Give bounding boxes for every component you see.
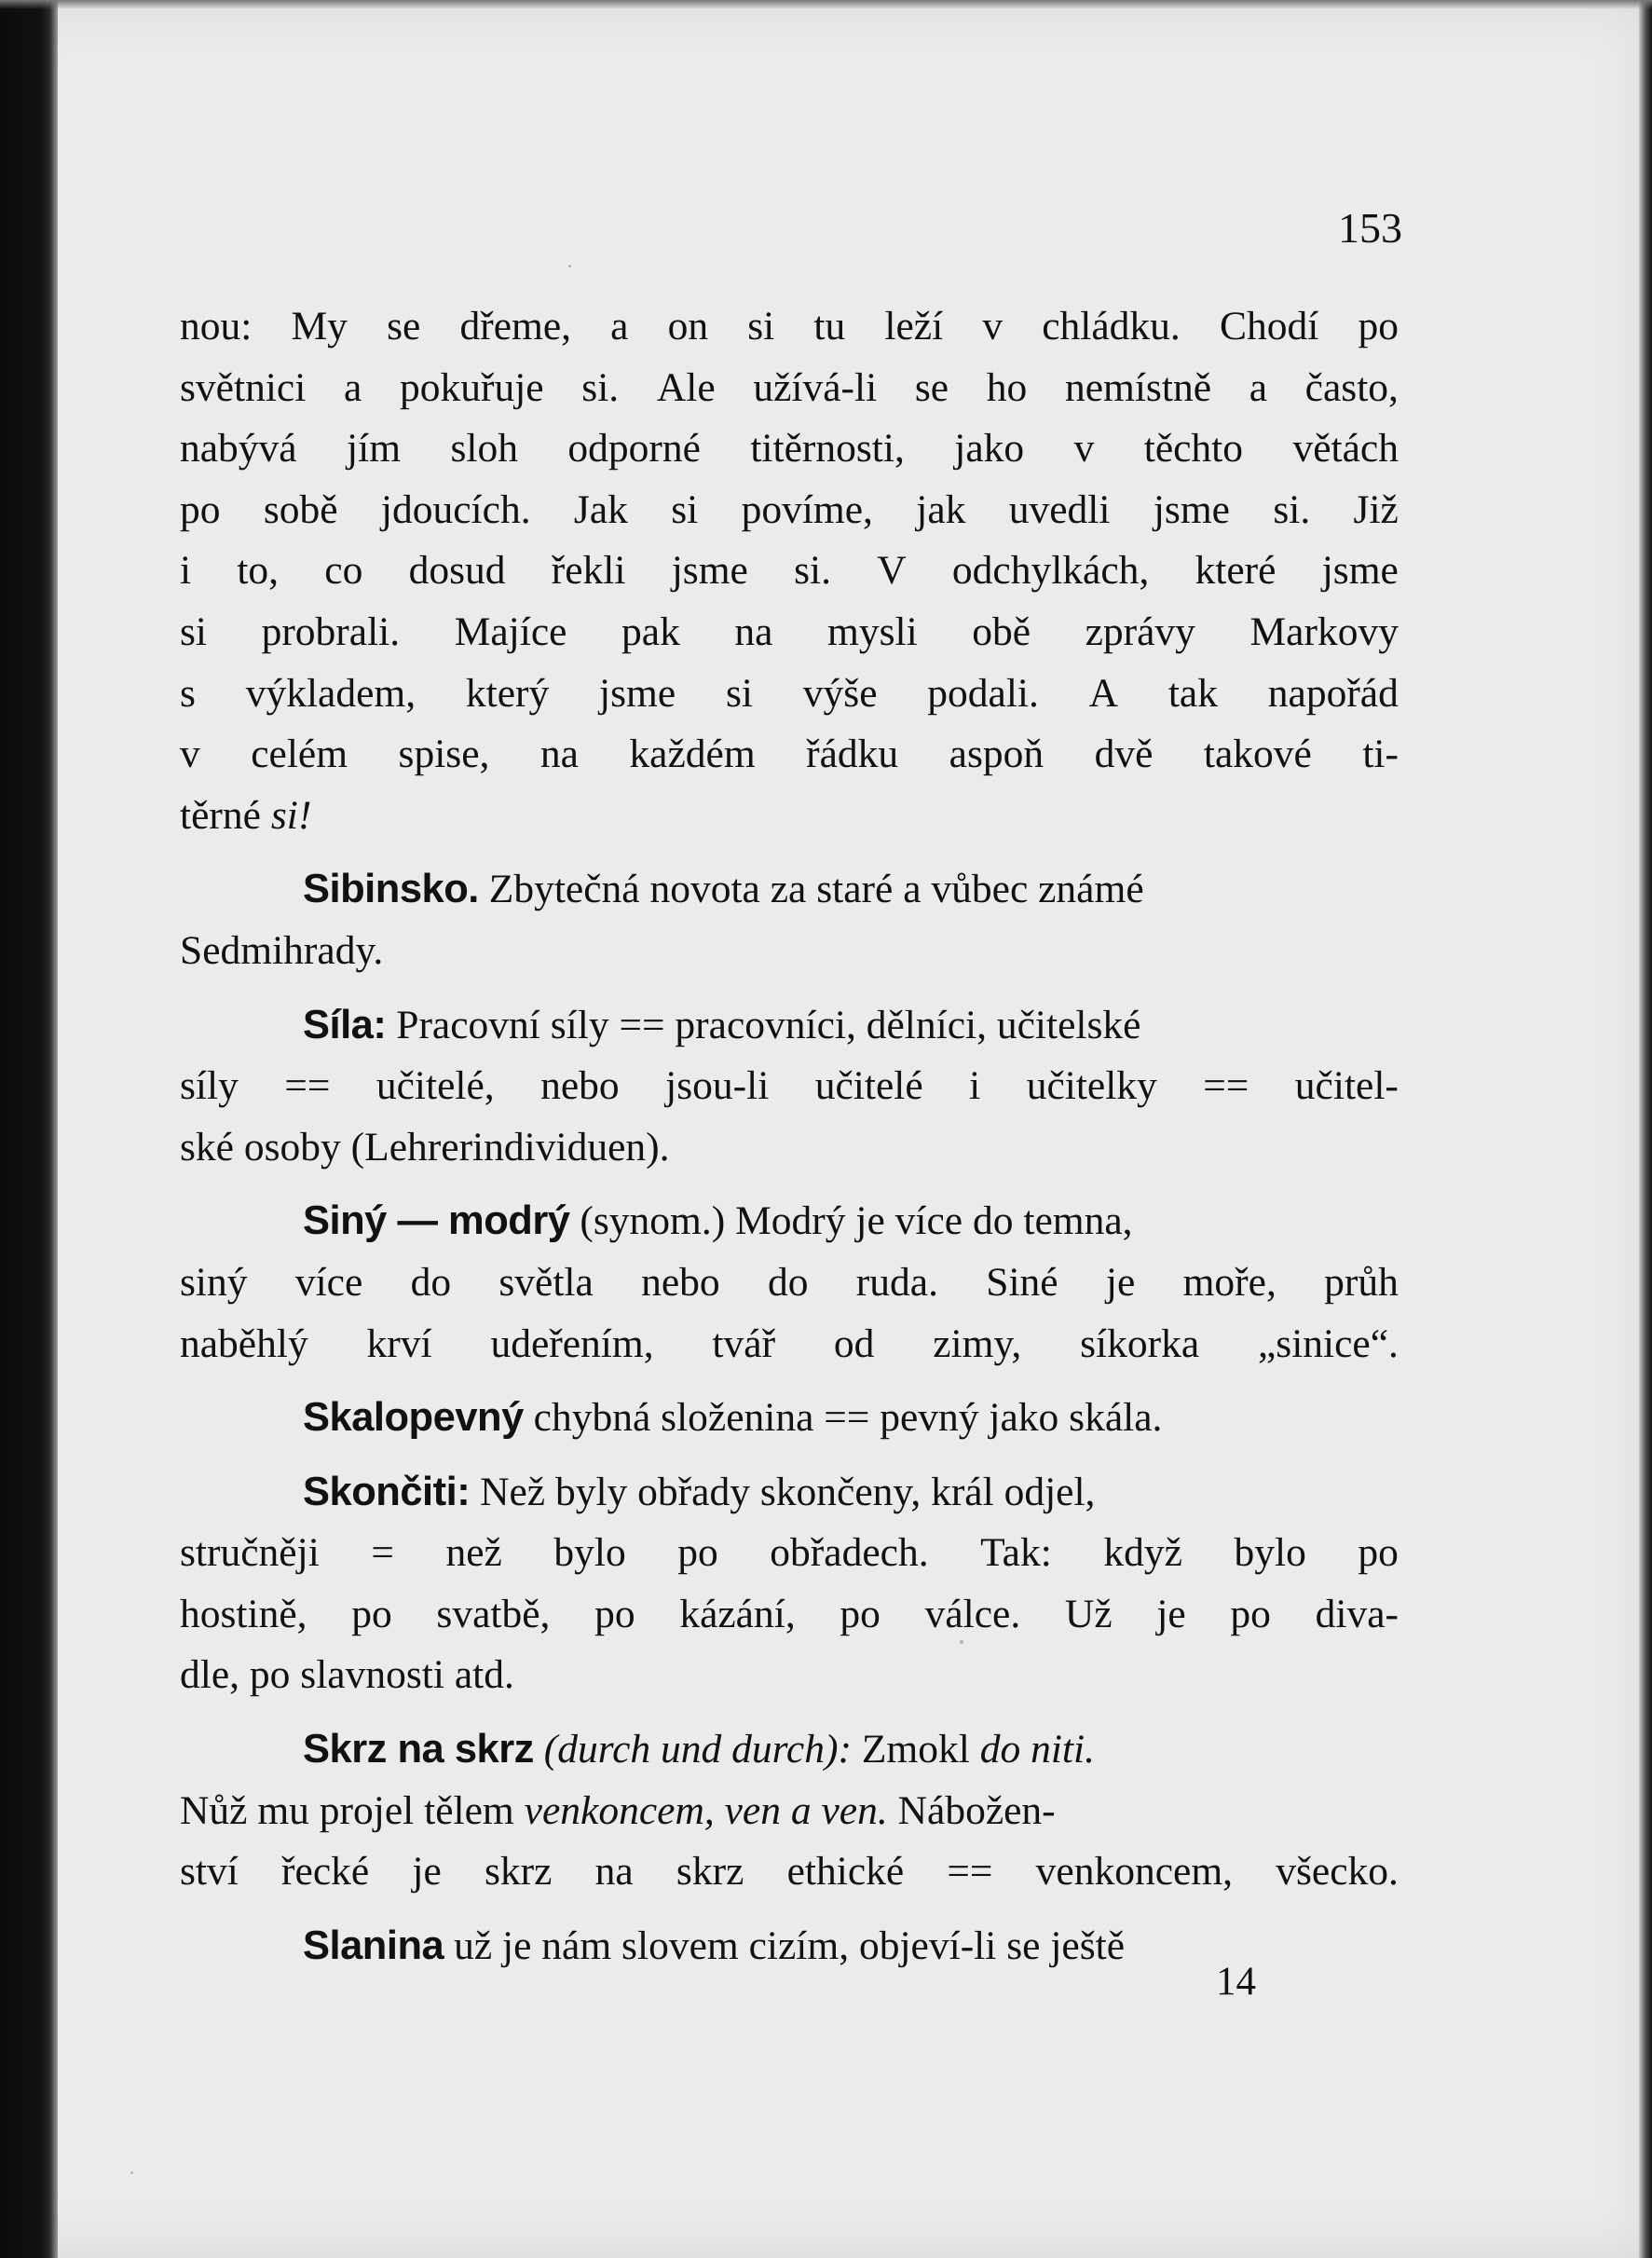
word: řádku <box>806 732 899 777</box>
word: se <box>914 364 949 410</box>
word: naběhlý <box>180 1321 308 1366</box>
word: se <box>387 304 421 349</box>
word: skrz <box>676 1849 744 1895</box>
text-line <box>180 724 1399 786</box>
word: po <box>594 1591 635 1636</box>
text-line <box>180 602 1399 664</box>
word: co <box>324 548 363 594</box>
word: tvář <box>712 1321 776 1366</box>
word: bylo <box>1234 1530 1306 1576</box>
entry-text: Zbytečná novota za staré a vůbec známé <box>488 867 1144 912</box>
word: titěrnosti, <box>750 426 905 472</box>
text-line <box>180 541 1399 602</box>
word: výkladem, <box>245 670 416 716</box>
word: které <box>1195 548 1277 594</box>
word: jsme <box>599 670 676 716</box>
word: učitelky <box>1026 1063 1157 1109</box>
word: mysli <box>826 609 918 654</box>
entry-text: Zmokl <box>861 1727 970 1772</box>
word: diva- <box>1315 1591 1399 1636</box>
word: těchto <box>1143 426 1244 472</box>
word: po <box>840 1591 881 1636</box>
word: on <box>667 304 709 349</box>
word: každém <box>629 732 756 777</box>
word: My <box>291 304 348 349</box>
italic-fragment: ven a ven. <box>724 1787 888 1833</box>
text-line <box>180 1841 1399 1903</box>
word: i <box>969 1063 981 1109</box>
word: ethické <box>786 1849 905 1895</box>
word: po <box>1358 304 1399 349</box>
word: tu <box>813 304 846 349</box>
word: v <box>1073 426 1095 472</box>
word: Chodí <box>1219 304 1319 349</box>
text-line <box>180 1584 1399 1646</box>
entry-text: už je nám slovem cizím, objeví-li se ještě <box>454 1923 1126 1968</box>
word: chládku. <box>1042 304 1181 349</box>
word: více <box>294 1259 363 1305</box>
word: svatbě, <box>436 1591 551 1636</box>
word: na <box>594 1849 634 1895</box>
word: probrali. <box>261 609 401 654</box>
word: nabývá <box>180 426 297 472</box>
word: všecko. <box>1276 1849 1399 1895</box>
entry-text: dle, po slavnosti atd. <box>180 1652 514 1698</box>
entry-text: ské osoby (Lehrerindividuen). <box>180 1124 670 1170</box>
word: větách <box>1292 426 1399 472</box>
word: == <box>1203 1063 1249 1109</box>
entry-gap <box>180 1178 1399 1191</box>
word: světla <box>498 1259 594 1305</box>
word: jsou-li <box>665 1063 770 1109</box>
text-line <box>180 296 1399 358</box>
word: si. <box>1273 486 1311 532</box>
word: jako <box>954 426 1025 472</box>
text-fragment: těrné <box>180 792 261 838</box>
entry-text: Sedmihrady. <box>180 927 384 973</box>
word: ho <box>986 364 1028 410</box>
word: dvě <box>1094 732 1154 777</box>
word: podali. <box>927 670 1039 716</box>
word: spise, <box>398 732 490 777</box>
word: venkoncem, <box>1035 1849 1234 1895</box>
word: je <box>1105 1259 1136 1305</box>
entry-gap <box>180 1375 1399 1388</box>
text-line <box>180 418 1399 480</box>
word: povíme, <box>741 486 873 532</box>
word: nebo <box>641 1259 720 1305</box>
word: učitelé <box>814 1063 923 1109</box>
word: Jak <box>573 486 628 532</box>
word: Markovy <box>1249 609 1399 654</box>
word: učitelé, <box>375 1063 495 1109</box>
word: Už <box>1064 1591 1113 1636</box>
entry-text: Nůž mu projel tělem <box>180 1787 514 1833</box>
text-line <box>180 786 1399 847</box>
word: jsme <box>671 548 748 594</box>
word: který <box>465 670 550 716</box>
word: do <box>767 1259 809 1305</box>
word: je <box>1156 1591 1186 1636</box>
word: stručněji <box>180 1530 320 1576</box>
word: i <box>180 548 192 594</box>
text-line <box>180 1314 1399 1375</box>
italic-fragment: si! <box>270 792 312 838</box>
word: světnici <box>180 364 307 410</box>
entry-siny <box>180 1191 1399 1252</box>
word: = <box>371 1530 394 1576</box>
word: na <box>734 609 773 654</box>
word: když <box>1103 1530 1182 1576</box>
word: pokuřuje <box>399 364 544 410</box>
word: A <box>1088 670 1119 716</box>
word: od <box>833 1321 875 1366</box>
word: s <box>180 670 196 716</box>
word: to, <box>237 548 280 594</box>
entry-heading: Sibinsko. <box>303 867 479 912</box>
word: zprávy <box>1085 609 1195 654</box>
word: jím <box>347 426 402 472</box>
italic-fragment: do niti. <box>979 1727 1095 1772</box>
word: zimy, <box>933 1321 1022 1366</box>
word: == <box>947 1849 993 1895</box>
entry-heading: Skalopevný <box>303 1395 524 1441</box>
word: nebo <box>540 1063 620 1109</box>
entry-skrz <box>180 1719 1399 1781</box>
entry-gap <box>180 982 1399 995</box>
word: často, <box>1304 364 1399 410</box>
entry-heading: Síla: <box>303 1002 387 1047</box>
word: „sinice“. <box>1257 1321 1399 1366</box>
word: jak <box>916 486 966 532</box>
entry-text: (synom.) Modrý je více do temna, <box>580 1198 1133 1244</box>
word: učitel- <box>1294 1063 1399 1109</box>
word: užívá-li <box>753 364 878 410</box>
word: Tak: <box>980 1530 1052 1576</box>
book-binding-edge <box>0 0 58 2258</box>
word: výše <box>802 670 878 716</box>
word: dřeme, <box>459 304 572 349</box>
text-line <box>180 1645 1399 1706</box>
word: síkorka <box>1080 1321 1200 1366</box>
paper-speck <box>130 2171 133 2174</box>
word: kázání, <box>679 1591 796 1636</box>
word: ství <box>180 1849 239 1895</box>
word: V <box>877 548 907 594</box>
text-line <box>180 1781 1399 1842</box>
text-line <box>180 1252 1399 1314</box>
word: a <box>610 304 629 349</box>
word: jsme <box>1321 548 1399 594</box>
word: odporné <box>567 426 701 472</box>
word: po <box>677 1530 718 1576</box>
word: bylo <box>553 1530 626 1576</box>
word: moře, <box>1182 1259 1277 1305</box>
text-line <box>180 664 1399 725</box>
word: Siné <box>986 1259 1058 1305</box>
entry-heading: Siný — modrý <box>303 1198 570 1244</box>
word: nemístně <box>1064 364 1212 410</box>
entry-sila <box>180 995 1399 1057</box>
entry-heading: Skončiti: <box>303 1469 471 1514</box>
word: siný <box>180 1259 248 1305</box>
word: hostině, <box>180 1591 307 1636</box>
word: nou: <box>180 304 253 349</box>
word: jsme <box>1153 486 1230 532</box>
entry-text: Pracovní síly == pracovníci, dělníci, učitelské <box>396 1002 1141 1047</box>
entry-heading: Slanina <box>303 1923 444 1968</box>
word: po <box>1230 1591 1271 1636</box>
paper-speck <box>568 265 571 267</box>
word: sobě <box>263 486 338 532</box>
word: je <box>412 1849 442 1895</box>
text-line <box>180 480 1399 541</box>
word: odchylkách, <box>951 548 1150 594</box>
word: tak <box>1167 670 1218 716</box>
word: než <box>445 1530 502 1576</box>
word: uvedli <box>1008 486 1111 532</box>
page-right-edge <box>1639 0 1652 2258</box>
word: v <box>982 304 1003 349</box>
sheet-signature: 14 <box>1216 1960 1256 2004</box>
paper-speck <box>960 1640 963 1644</box>
word: a <box>343 364 362 410</box>
word: síly <box>180 1063 239 1109</box>
page-number: 153 <box>1338 204 1402 252</box>
word: Ale <box>656 364 716 410</box>
page-top-shadow <box>0 0 1652 9</box>
word: řecké <box>281 1849 370 1895</box>
word: takové <box>1203 732 1312 777</box>
entry-text: Než byly obřady skončeny, král odjel, <box>480 1469 1096 1514</box>
word: si. <box>581 364 620 410</box>
word: udeřením, <box>490 1321 654 1366</box>
word: == <box>284 1063 331 1109</box>
word: do <box>410 1259 452 1305</box>
word: Majíce <box>454 609 567 654</box>
entry-gap <box>180 1449 1399 1462</box>
entry-text: chybná složenina == pevný jako skála. <box>533 1395 1163 1441</box>
entry-text: Nábožen- <box>897 1787 1056 1833</box>
word: skrz <box>485 1849 553 1895</box>
entry-gap <box>180 846 1399 859</box>
word: si <box>725 670 753 716</box>
word: Již <box>1353 486 1399 532</box>
text-line <box>180 1056 1399 1117</box>
word: ruda. <box>855 1259 938 1305</box>
word: ti- <box>1362 732 1399 777</box>
word: sloh <box>450 426 518 472</box>
word: po <box>180 486 221 532</box>
word: obě <box>972 609 1031 654</box>
text-line <box>180 358 1399 419</box>
word: krví <box>366 1321 432 1366</box>
entry-gap <box>180 1706 1399 1719</box>
entry-heading: Skrz na skrz <box>303 1727 534 1772</box>
word: napořád <box>1267 670 1399 716</box>
word: si <box>671 486 699 532</box>
word: si. <box>794 548 831 594</box>
entry-skalopevny <box>180 1388 1399 1449</box>
entry-skonciti <box>180 1462 1399 1524</box>
italic-fragment: (durch und durch): <box>543 1727 852 1772</box>
word: v <box>180 732 200 777</box>
word: a <box>1249 364 1267 410</box>
entry-gap <box>180 1903 1399 1916</box>
word: pak <box>621 609 680 654</box>
word: jdoucích. <box>380 486 531 532</box>
word: dosud <box>408 548 506 594</box>
page-text <box>180 296 1399 1977</box>
word: po <box>351 1591 392 1636</box>
word: si <box>747 304 775 349</box>
italic-fragment: venkoncem, <box>524 1787 715 1833</box>
word: celém <box>251 732 348 777</box>
word: si <box>180 609 208 654</box>
word: po <box>1358 1530 1399 1576</box>
word: válce. <box>924 1591 1021 1636</box>
word: průh <box>1324 1259 1399 1305</box>
word: na <box>539 732 579 777</box>
text-line <box>180 1523 1399 1584</box>
text-line <box>180 1117 1399 1179</box>
word: řekli <box>551 548 626 594</box>
word: leží <box>884 304 944 349</box>
entry-sibinsko <box>180 859 1399 921</box>
word: aspoň <box>949 732 1044 777</box>
word: obřadech. <box>770 1530 929 1576</box>
text-line <box>180 921 1399 982</box>
